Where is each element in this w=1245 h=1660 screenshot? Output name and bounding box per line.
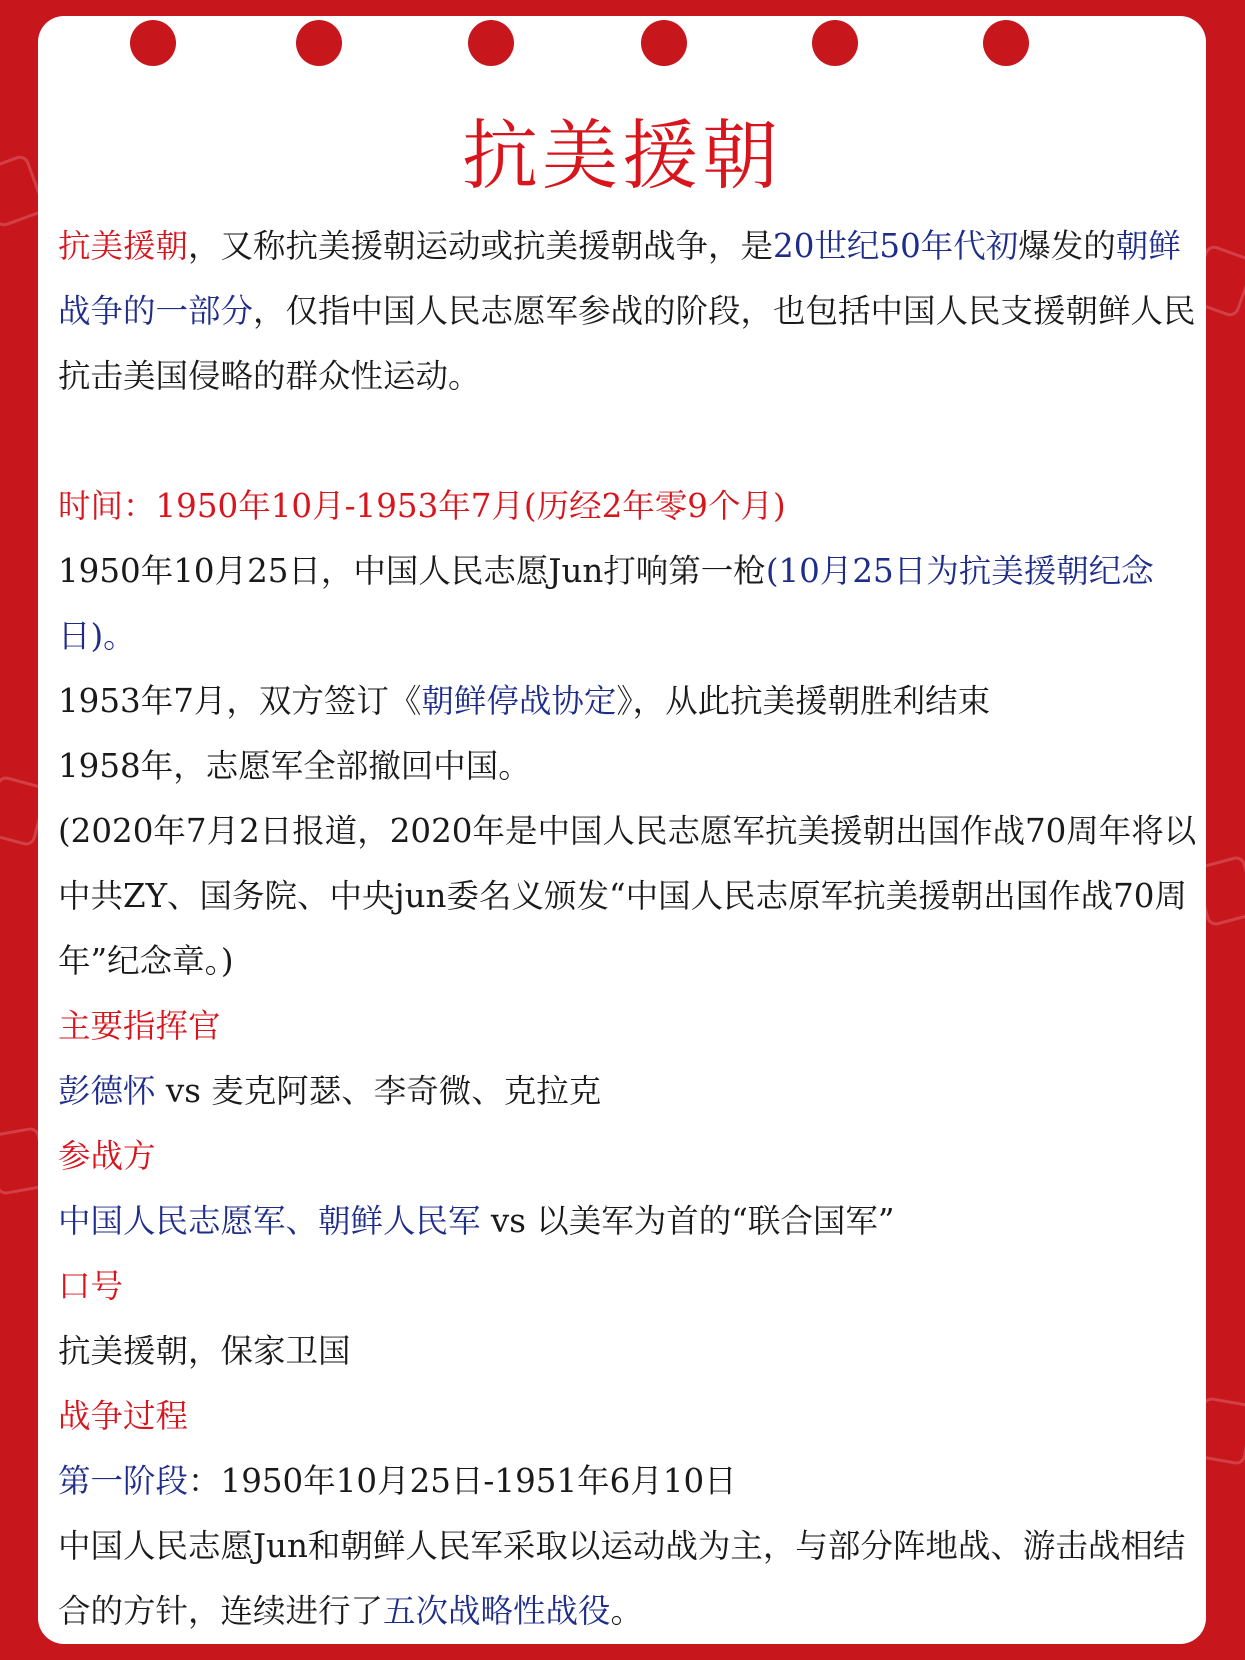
binder-hole [641, 20, 687, 66]
time-line-2-text-a: 1953年7月，双方签订《 [58, 682, 422, 720]
intro-text-2: 爆发的 [1018, 227, 1116, 265]
commander-theirs: 麦克阿瑟、李奇微、克拉克 [211, 1072, 602, 1110]
parties-heading: 参战方 [58, 1137, 156, 1175]
binder-hole [296, 20, 342, 66]
parties-line [58, 1189, 1198, 1254]
intro-part: 朝鲜战争的一部分 [58, 227, 1181, 330]
time-line-2-text-b: 》，从此抗美援朝胜利结束 [616, 682, 991, 720]
time-line-1-text: 1950年10月25日，中国人民志愿Jun打响第一枪 [58, 552, 766, 590]
binder-hole [468, 20, 514, 66]
process-desc: 中国人民志愿Jun和朝鲜人民军采取以运动战为主，与部分阵地战、游击战相结合的方针，连续进行了 [58, 1527, 1186, 1630]
intro-paragraph [58, 214, 1198, 409]
binder-hole [812, 20, 858, 66]
time-line-1 [58, 539, 1198, 669]
time-heading: 时间：1950年10月-1953年7月(历经2年零9个月) [58, 487, 786, 525]
time-line-3: 1958年，志愿军全部撤回中国。 [58, 747, 531, 785]
content-card [38, 16, 1206, 1644]
binder-holes [38, 18, 1206, 98]
spacer [58, 409, 1198, 474]
commanders-heading: 主要指挥官 [58, 1007, 221, 1045]
binder-hole [983, 20, 1029, 66]
stage-line [58, 1449, 1198, 1514]
process-end: 。 [610, 1592, 644, 1630]
treaty-name: 朝鲜停战协定 [421, 682, 617, 720]
intro-text-3: ，仅指中国人民志愿军参战的阶段，也包括中国人民支援朝鲜人民抗击美国侵略的群众性运动。 [58, 292, 1196, 395]
parties-ours: 中国人民志愿军、朝鲜人民军 [58, 1202, 481, 1240]
process-heading: 战争过程 [58, 1397, 189, 1435]
intro-era: 20世纪50年代初 [773, 227, 1019, 265]
intro-text-1: ，又称抗美援朝运动或抗美援朝战争，是 [188, 227, 774, 265]
commander-ours: 彭德怀 [58, 1072, 156, 1110]
stage-dates: ：1950年10月25日-1951年6月10日 [188, 1462, 737, 1500]
parties-vs: vs [480, 1202, 537, 1240]
process-paragraph [58, 1514, 1198, 1644]
stage-label: 第一阶段 [58, 1462, 189, 1500]
page-title: 抗美援朝 [462, 111, 782, 200]
commanders-line [58, 1059, 1198, 1124]
article-body [58, 214, 1198, 1644]
commanders-vs: vs [155, 1072, 212, 1110]
time-line-4: (2020年7月2日报道，2020年是中国人民志愿军抗美援朝出国作战70周年将以中共ZY、国务院、中央jun委名义颁发“中国人民志原军抗美援朝出国作战70周年”纪念章。) [58, 812, 1197, 980]
time-line-1-note: (10月25日为抗美援朝纪念日)。 [58, 552, 1154, 655]
slogan-heading: 口号 [58, 1267, 124, 1305]
intro-term: 抗美援朝 [58, 227, 189, 265]
time-line-2 [58, 669, 1198, 734]
campaigns: 五次战略性战役 [383, 1592, 611, 1630]
parties-theirs: 以美军为首的“联合国军” [536, 1202, 895, 1240]
binder-hole [130, 20, 176, 66]
slogan-text: 抗美援朝，保家卫国 [58, 1332, 351, 1370]
